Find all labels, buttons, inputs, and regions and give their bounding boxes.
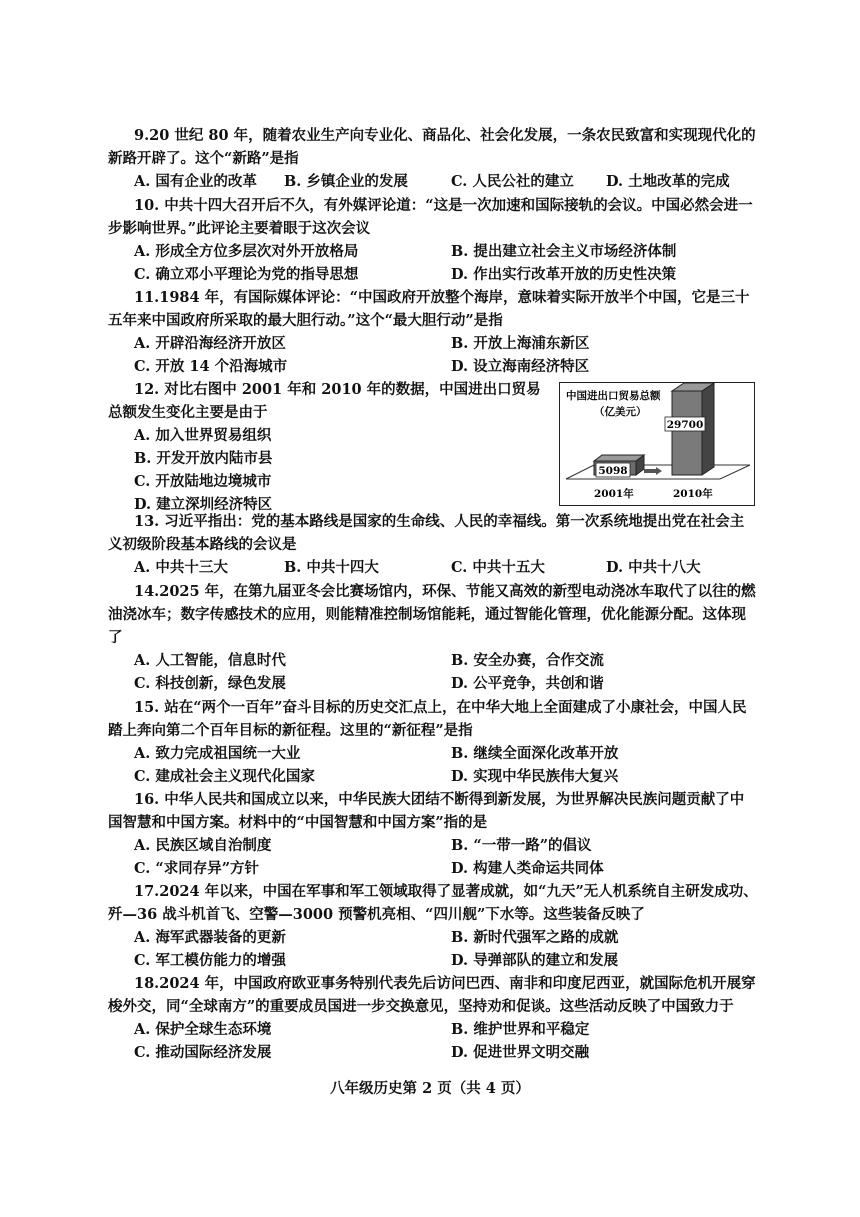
option-c[interactable]: C. 开放陆地边境城市: [134, 473, 272, 490]
question-12: [108, 378, 554, 516]
option-c[interactable]: C. 确立邓小平理论为党的指导思想: [134, 266, 359, 283]
option-row: [108, 447, 548, 470]
option-c[interactable]: C. 建成社会主义现代化国家: [134, 768, 315, 785]
option-a[interactable]: A. 国有企业的改革: [134, 173, 257, 190]
question-13: [108, 510, 758, 579]
option-b[interactable]: B. 提出建立社会主义市场经济体制: [451, 243, 677, 260]
option-a[interactable]: A. 民族区域自治制度: [134, 837, 272, 854]
option-c[interactable]: C. “求同存异”方针: [134, 860, 260, 877]
option-c[interactable]: C. 开放 14 个沿海城市: [134, 358, 288, 375]
option-c[interactable]: C. 推动国际经济发展: [134, 1044, 272, 1061]
option-d[interactable]: D. 建立深圳经济特区: [134, 496, 273, 513]
chart-subtitle: （亿美元）: [594, 406, 647, 418]
question-stem: 18.2024 年，中国政府欧亚事务特别代表先后访问巴西、南非和印度尼西亚，就国际危机开展穿梭外交，同“全球南方”的重要成员国进一步交换意见，坚持劝和促谈。这些活动反映了中国致力于: [108, 975, 756, 1015]
question-17: [108, 880, 758, 972]
question-18: [108, 972, 758, 1064]
options-row: [108, 1018, 758, 1041]
options-row: [108, 556, 758, 579]
option-d[interactable]: D. 设立海南经济特区: [451, 358, 590, 375]
option-b[interactable]: B. 乡镇企业的发展: [284, 173, 408, 190]
option-c[interactable]: C. 军工模仿能力的增强: [134, 952, 286, 969]
options-row: [108, 765, 758, 788]
page-footer: 八年级历史第 2 页（共 4 页）: [330, 1080, 530, 1097]
option-row: [108, 470, 548, 493]
question-stem: 11.1984 年，有国际媒体评论：“中国政府开放整个海岸，意味着实际开放半个中国，它是三十五年来中国政府所采取的最大胆行动。”这个“最大胆行动”是指: [108, 289, 750, 329]
option-d[interactable]: D. 土地改革的完成: [606, 173, 730, 190]
option-a[interactable]: A. 人工智能，信息时代: [134, 652, 286, 669]
option-b[interactable]: B. “一带一路”的倡议: [451, 837, 592, 854]
options-row: [108, 240, 758, 263]
options-row: [108, 355, 758, 378]
option-b[interactable]: B. 安全办赛，合作交流: [451, 652, 604, 669]
options-row: [108, 332, 758, 355]
category-label-2001: 2001年: [594, 488, 634, 500]
option-c[interactable]: C. 科技创新，绿色发展: [134, 675, 286, 692]
bar-value-label-0: 5098: [598, 465, 628, 477]
question-11: [108, 286, 758, 378]
option-d[interactable]: D. 公平竞争，共创和谐: [451, 675, 604, 692]
question-stem: 16. 中华人民共和国成立以来，中华民族大团结不断得到新发展，为世界解决民族问题贡献了中国智慧和中国方案。材料中的“中国智慧和中国方案”指的是: [108, 791, 745, 831]
bar-top-0: [594, 455, 644, 461]
option-a[interactable]: A. 保护全球生态环境: [134, 1021, 272, 1038]
growth-arrow-icon: [644, 467, 662, 475]
option-d[interactable]: D. 中共十八大: [606, 559, 701, 576]
option-a[interactable]: A. 致力完成祖国统一大业: [134, 745, 301, 762]
question-14: [108, 580, 758, 695]
options-row: [108, 949, 758, 972]
category-label-2010: 2010年: [673, 488, 713, 500]
option-d[interactable]: D. 导弹部队的建立和发展: [451, 952, 619, 969]
question-stem: 13. 习近平指出：党的基本路线是国家的生命线、人民的幸福线。第一次系统地提出党在社会主义初级阶段基本路线的会议是: [108, 513, 745, 553]
option-a[interactable]: A. 形成全方位多层次对外开放格局: [134, 243, 359, 260]
options-row: [108, 1041, 758, 1064]
bar-front-1: [672, 391, 702, 475]
option-d[interactable]: D. 促进世界文明交融: [451, 1044, 590, 1061]
trade-chart: [559, 382, 755, 506]
option-b[interactable]: B. 新时代强军之路的成就: [451, 929, 619, 946]
option-a[interactable]: A. 海军武器装备的更新: [134, 929, 286, 946]
option-b[interactable]: B. 继续全面深化改革开放: [451, 745, 619, 762]
option-b[interactable]: B. 开放上海浦东新区: [451, 335, 590, 352]
option-a[interactable]: A. 加入世界贸易组织: [134, 427, 272, 444]
question-stem: 15. 站在“两个一百年”奋斗目标的历史交汇点上，在中华大地上全面建成了小康社会，中国人民踏上奔向第二个百年目标的新征程。这里的“新征程”是指: [108, 699, 747, 739]
option-row: [108, 424, 548, 447]
option-d[interactable]: D. 构建人类命运共同体: [451, 860, 604, 877]
bar-value-label-1: 29700: [666, 419, 704, 431]
question-stem: 17.2024 年以来，中国在军事和军工领域取得了显著成就，如“九天”无人机系统自主研发成功、歼—36 战斗机首飞、空警—3000 预警机亮相、“四川舰”下水等。这些装备反映了: [108, 883, 758, 923]
option-a[interactable]: A. 中共十三大: [134, 559, 228, 576]
options-row: [108, 649, 758, 672]
option-d[interactable]: D. 作出实行改革开放的历史性决策: [451, 266, 677, 283]
option-d[interactable]: D. 实现中华民族伟大复兴: [451, 768, 619, 785]
options-row: [108, 672, 758, 695]
question-stem: 12. 对比右图中 2001 年和 2010 年的数据，中国进出口贸易总额发生变化主要是由于: [108, 381, 541, 421]
question-stem: 14.2025 年，在第九届亚冬会比赛场馆内，环保、节能又高效的新型电动浇冰车取代了以往的燃油浇冰车；数字传感技术的应用，则能精准控制场馆能耗，通过智能化管理，优化能源分配。这体现了: [108, 583, 756, 646]
question-10: [108, 194, 758, 286]
options-row: [108, 834, 758, 857]
question-15: [108, 696, 758, 788]
option-b[interactable]: B. 维护世界和平稳定: [451, 1021, 590, 1038]
options-row: [108, 263, 758, 286]
options-row: [108, 926, 758, 949]
question-stem: 9.20 世纪 80 年，随着农业生产向专业化、商品化、社会化发展，一条农民致富和实现现代化的新路开辟了。这个“新路”是指: [108, 127, 756, 167]
option-b[interactable]: B. 中共十四大: [284, 559, 379, 576]
trade-chart-svg: [560, 383, 754, 505]
question-stem: 10. 中共十四大召开后不久，有外媒评论道：“这是一次加速和国际接轨的会议。中国必然会进一步影响世界。”此评论主要着眼于这次会议: [108, 197, 753, 237]
option-b[interactable]: B. 开发开放内陆市县: [134, 450, 273, 467]
question-16: [108, 788, 758, 880]
options-row: [108, 857, 758, 880]
option-a[interactable]: A. 开辟沿海经济开放区: [134, 335, 286, 352]
question-9: [108, 124, 758, 193]
chart-title: 中国进出口贸易总额: [566, 390, 661, 402]
option-c[interactable]: C. 人民公社的建立: [451, 173, 574, 190]
options-row: [108, 742, 758, 765]
options-row: [108, 170, 758, 193]
option-c[interactable]: C. 中共十五大: [451, 559, 545, 576]
